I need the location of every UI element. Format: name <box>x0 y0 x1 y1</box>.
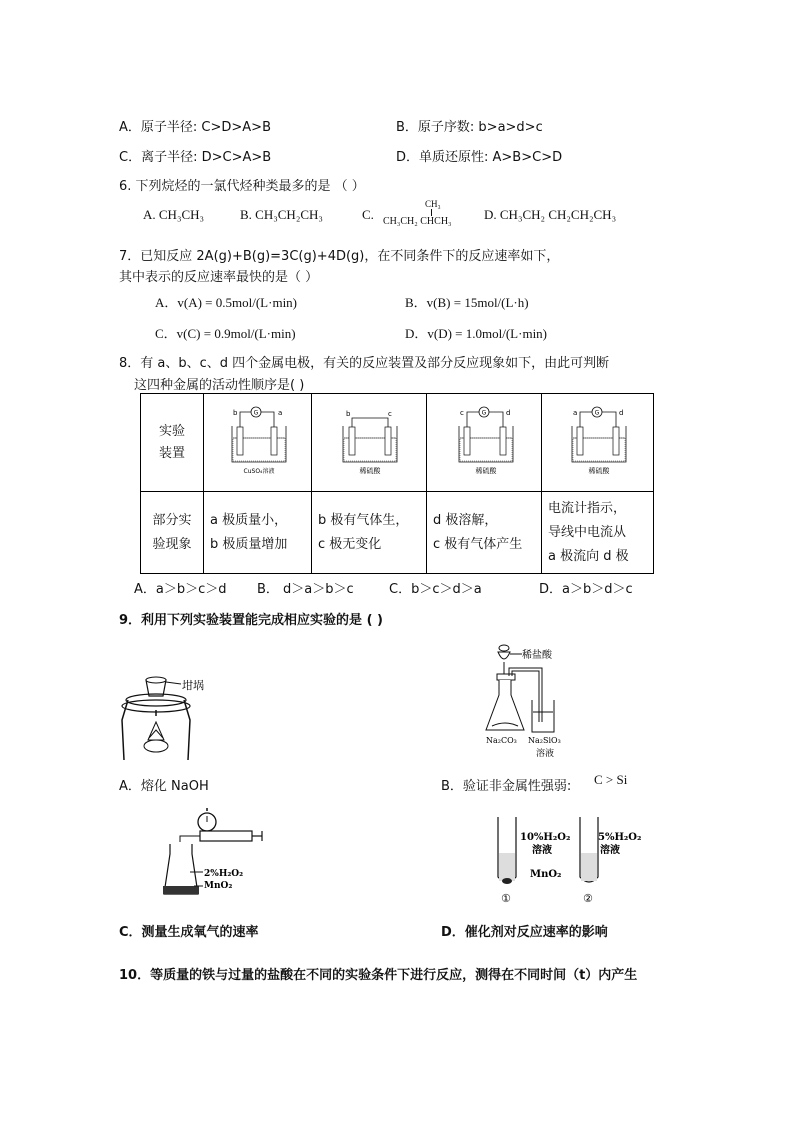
q6-option-b: B. CH₃CH₂CH₃ <box>240 207 323 222</box>
beaker-wire-cell-icon <box>312 394 426 487</box>
catalyst-test-tubes-figure <box>494 815 654 905</box>
q8-option-a: A．a＞b＞c＞d <box>134 582 227 597</box>
na2co3-label: Na₂CO₃ <box>486 736 517 745</box>
electrode-label: a <box>278 409 283 417</box>
q7-option-b: B．v(B) = 15mol/(L·h) <box>405 295 529 310</box>
tube-1-label: ① <box>501 892 511 905</box>
mno2-label: MnO₂ <box>204 881 233 891</box>
solution-label: 溶液 <box>532 845 552 856</box>
q7-option-c: C．v(C) = 0.9mol/(L·min) <box>155 326 296 341</box>
q9-option-b: B．验证非金属性强弱: <box>441 779 572 794</box>
observation-1: a 极质量小， b 极质量增加 <box>204 492 312 574</box>
h2o2-10-label: 10%H₂O₂ <box>520 832 571 843</box>
q6-stem: 6. 下列烷烃的一氯代烃种类最多的是 （ ） <box>119 179 365 194</box>
q6-branch-bond <box>431 209 432 216</box>
row-head-apparatus: 实验装置 <box>141 394 204 492</box>
q5-option-d: D．单质还原性: A>B>C>D <box>396 150 563 165</box>
beaker-galvanometer-cell-icon <box>204 394 311 487</box>
solution-label: 溶液 <box>600 845 620 856</box>
q6-option-d: D. CH₃CH₂ CH₂CH₂CH₃ <box>484 207 617 222</box>
tube-2-label: ② <box>583 892 593 905</box>
svg-text:G: G <box>481 409 487 417</box>
q8-option-c: C．b＞c＞d＞a <box>389 582 482 597</box>
q6-option-a: A. CH₃CH₃ <box>143 207 205 222</box>
q5-option-a: A．原子半径: C>D>A>B <box>119 120 271 135</box>
electrode-label: b <box>233 409 238 417</box>
q10-stem: 10．等质量的铁与过量的盐酸在不同的实验条件下进行反应，测得在不同时间（t）内产生 <box>119 968 638 983</box>
electrode-label: c <box>388 410 392 418</box>
q8-option-b: B． d＞a＞b＞c <box>257 582 354 597</box>
q9-option-d: D．催化剂对反应速率的影响 <box>441 925 608 940</box>
crucible-label: 坩埚 <box>182 679 204 692</box>
q9-stem: 9．利用下列实验装置能完成相应实验的是 ( ) <box>119 613 383 628</box>
q7-option-a: A．v(A) = 0.5mol/(L·min) <box>155 295 298 310</box>
svg-text:G: G <box>253 409 259 417</box>
q6-option-c-methyl: CH₃ <box>425 199 441 209</box>
observation-2: b 极有气体生， c 极无变化 <box>312 492 427 574</box>
q9-option-b-relation: C > Si <box>594 772 628 787</box>
q7-stem-line2: 其中表示的反应速率最快的是（ ） <box>119 270 319 285</box>
solution-label: 溶液 <box>536 749 555 759</box>
q6-option-c-main: CH₃CH₂ CHCH₃ <box>383 216 452 227</box>
apparatus-3 <box>427 394 542 492</box>
q8-stem-line2: 这四种金属的活动性顺序是( ) <box>134 378 305 393</box>
solution-label: 稀硫酸 <box>359 467 381 475</box>
q5-option-b: B．原子序数: b>a>d>c <box>396 120 543 135</box>
apparatus-2 <box>312 394 427 492</box>
electrode-label: d <box>619 409 624 417</box>
q8-stem-line1: 8．有 a、b、c、d 四个金属电极，有关的反应装置及部分反应现象如下，由此可判断 <box>119 356 610 371</box>
q6-option-c-label: C. <box>362 207 374 222</box>
q5-option-c: C．离子半径: D>C>A>B <box>119 150 272 165</box>
q8-option-d: D．a＞b＞d＞c <box>539 582 633 597</box>
solution-label: 稀硫酸 <box>588 467 610 475</box>
q9-option-a: A．熔化 NaOH <box>119 779 209 794</box>
q9-option-c: C．测量生成氧气的速率 <box>119 925 259 940</box>
apparatus-4 <box>542 394 654 492</box>
row-head-observation: 部分实验现象 <box>141 492 204 574</box>
experiment-table <box>140 393 654 574</box>
q7-stem-line1: 7．已知反应 2A(g)+B(g)=3C(g)+4D(g)，在不同条件下的反应速率如下， <box>119 249 560 264</box>
electrode-label: b <box>346 410 351 418</box>
h2o2-label: 2%H₂O₂ <box>204 869 244 879</box>
solution-label: CuSO₄溶液 <box>243 468 275 475</box>
solution-label: 稀硫酸 <box>475 467 497 475</box>
mno2-label: MnO₂ <box>530 869 562 880</box>
apparatus-1 <box>204 394 312 492</box>
svg-text:G: G <box>594 409 600 417</box>
electrode-label: d <box>506 409 511 417</box>
observation-3: d 极溶解， c 极有气体产生 <box>427 492 542 574</box>
beaker-galvanometer-cell-icon <box>542 394 653 487</box>
electrode-label: c <box>460 409 464 417</box>
observation-4: 电流计指示， 导线中电流从 a 极流向 d 极 <box>542 492 654 574</box>
electrode-label: a <box>573 409 578 417</box>
beaker-galvanometer-cell-icon <box>427 394 541 487</box>
h2o2-5-label: 5%H₂O₂ <box>598 832 642 843</box>
hcl-label: 稀盐酸 <box>522 650 552 661</box>
crucible-tripod-figure <box>118 660 248 770</box>
q7-option-d: D．v(D) = 1.0mol/(L·min) <box>405 326 548 341</box>
flask-beaker-figure <box>478 640 588 765</box>
oxygen-rate-figure <box>160 806 280 906</box>
na2sio3-label: Na₂SiO₃ <box>528 736 561 745</box>
